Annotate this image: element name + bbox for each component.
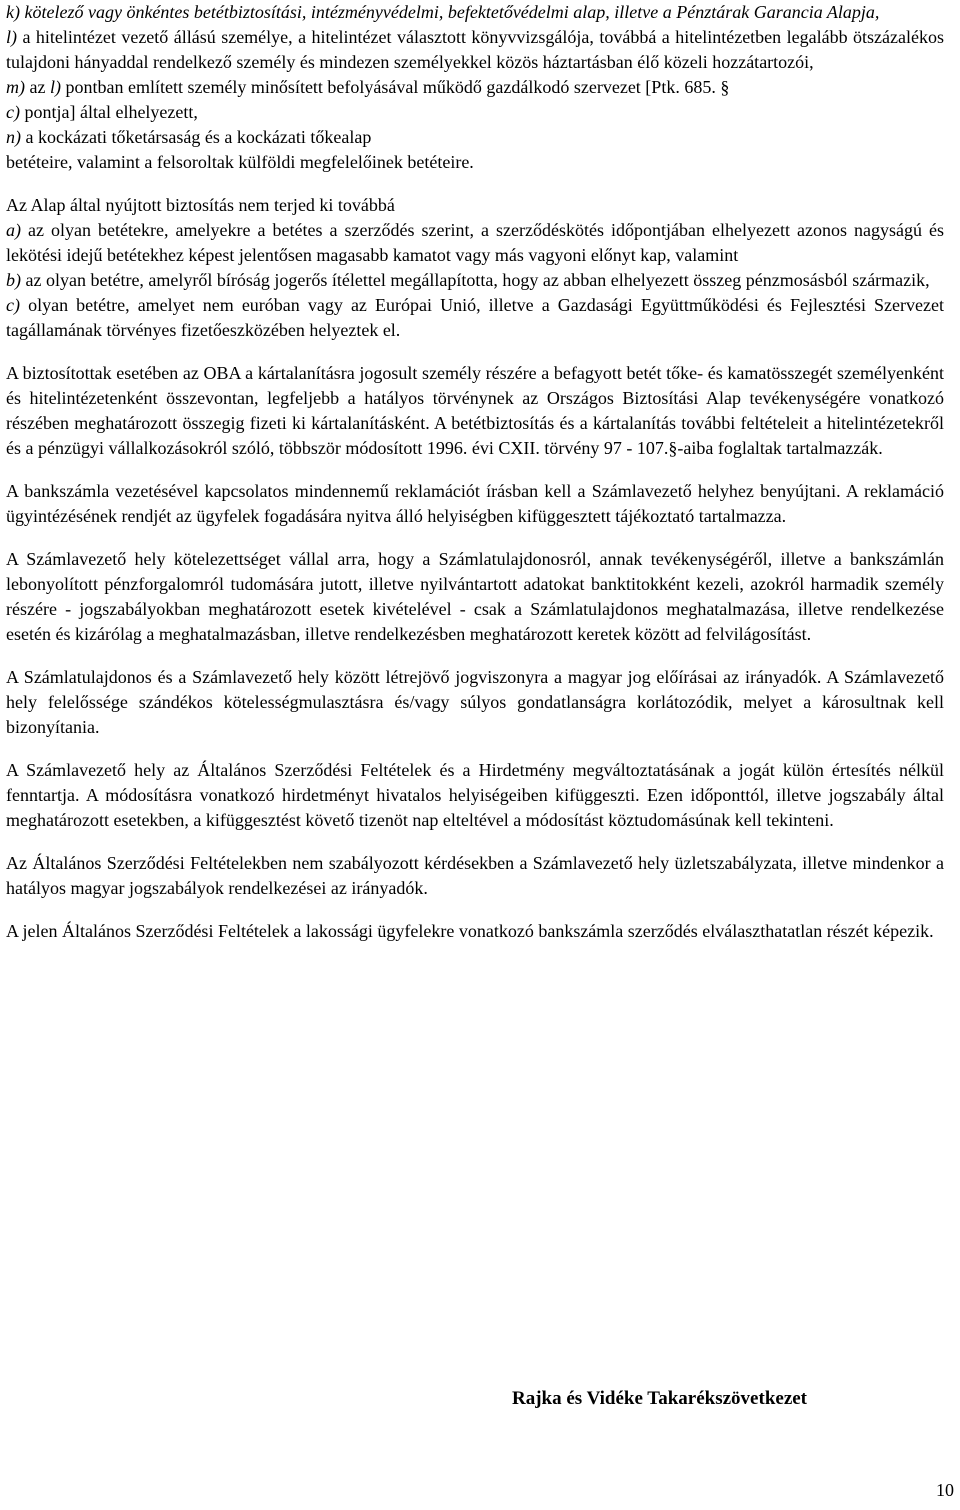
paragraph-compensation-text: A biztosítottak esetében az OBA a kártalanításra jogosult személy részére a befagyott betét tőke- és kamatösszegét személyenként és hitelintézetenként összevontan, legfeljebb a hatályos törvénynek az Országos Biztosítási Alap tevékenységére vonatkozó részében meghatározott összegig fizeti ki kártalanításként. A betétbiztosítás és a kártalanítás további feltételeit a hitelintézetekről és a pénzügyi vállalkozásokról szóló, többször módosított 1996. évi CXII. törvény 97 - 107. <box>6 363 944 458</box>
section-sign: § <box>720 77 730 97</box>
document-page <box>6 0 944 944</box>
list-label-n: n) <box>6 127 21 147</box>
list-text-m-3: pontja] által elhelyezett, <box>24 102 198 122</box>
list-label-k: k) <box>6 2 20 22</box>
list-text-l: a hitelintézet vezető állású személye, a hitelintézet választott könyvvizsgálója, továbbá a hitelintézetben legalább ötszázalékos tulajdoni hányaddal rendelkező személy és mindezen személyekkel közös háztartásban élő közeli hozzátartozói, <box>6 27 945 72</box>
exclusion-label-b: b) <box>6 270 21 290</box>
paragraph-complaints: A bankszámla vezetésével kapcsolatos mindennemű reklamációt írásban kell a Számlavezető helyhez benyújtani. A reklamáció ügyintézésének rendjét az ügyfelek fogadására nyitva álló helyiségben kifüggesztett tájékoztató tartalmazza. <box>6 481 944 526</box>
paragraph-integral-part: A jelen Általános Szerződési Feltételek a lakossági ügyfelekre vonatkozó bankszámla szerződés elválaszthatatlan részét képezik. <box>6 921 934 941</box>
list-item-l <box>6 25 944 75</box>
exclusion-b <box>6 268 944 293</box>
exclusion-c <box>6 293 944 343</box>
list-text-n: a kockázati tőketársaság és a kockázati tőkealap <box>25 127 372 147</box>
paragraph-governing-law: A Számlatulajdonos és a Számlavezető hely között létrejövő jogviszonyra a magyar jog előírásai az irányadók. A Számlavezető hely felelőssége szándékos kötelességmulasztásra és/vagy súlyos gondatlanságra korlátozódik, melyet a károsultnak kell bizonyítania. <box>6 667 944 737</box>
list-text-k: kötelező vagy önkéntes betétbiztosítási, intézményvédelmi, befektetővédelmi alap, illetve a Pénztárak Garancia Alapja, <box>24 2 880 22</box>
paragraph-compensation <box>6 361 944 461</box>
list-text-m-1: az <box>29 77 46 97</box>
paragraph-bank-secrecy: A Számlavezető hely kötelezettséget vállal arra, hogy a Számlatulajdonosról, annak tevékenységéről, illetve a bankszámlán lebonyolított pénzforgalomról tudomására jutott, illetve nyilvántartott adatokat banktitokként kezeli, azokról harmadik személy részére - jogszabályokban meghatározott esetek kivételével - csak a Számlatulajdonos meghatalmazása, illetve rendelkezése esetén és kizárólag a meghatalmazásban, illetve rendelkezésben meghatározott keretek között ad felvilágosítást. <box>6 549 944 644</box>
list-item-k <box>6 0 944 25</box>
exclusion-text-b: az olyan betétre, amelyről bíróság jogerős ítélettel megállapította, hogy az abban elhelyezett összeg pénzmosásból származik, <box>25 270 930 290</box>
list-item-n <box>6 125 944 150</box>
paragraph-business-rules: Az Általános Szerződési Feltételekben nem szabályozott kérdésekben a Számlavezető hely üzletszabályzata, illetve mindenkor a hatályos magyar jogszabályok rendelkezései az irányadók. <box>6 853 944 898</box>
list-item-m <box>6 75 944 125</box>
exclusions-intro: Az Alap által nyújtott biztosítás nem terjed ki továbbá <box>6 195 395 215</box>
exclusion-a <box>6 218 944 268</box>
exclusion-text-c: olyan betétre, amelyet nem euróban vagy az Európai Unió, illetve a Gazdasági Együttműködési és Fejlesztési Szervezet tagállamának törvényes fizetőeszközében helyeztek el. <box>6 295 944 340</box>
section-sign: § <box>668 438 678 458</box>
exclusion-label-c: c) <box>6 295 20 315</box>
signature-organization: Rajka és Vidéke Takarékszövetkezet <box>512 1388 808 1409</box>
exclusion-text-a: az olyan betétekre, amelyekre a betétes a szerződés szerint, a szerződéskötés időpontjában elhelyezett azonos nagyságú és lekötési idejű betétekhez képest jelentősen magasabb kamatot vagy más vagyoni előnyt kap, valamint <box>6 220 945 265</box>
exclusion-label-a: a) <box>6 220 21 240</box>
paragraph-compensation-tail: -aiba foglaltak tartalmazzák. <box>677 438 883 458</box>
list-closing-line: betéteire, valamint a felsoroltak külföldi megfelelőinek betéteire. <box>6 152 474 172</box>
list-label-l: l) <box>6 27 17 47</box>
list-ref-c: c) <box>6 102 20 122</box>
list-text-m-2: pontban említett személy minősített befolyásával működő gazdálkodó szervezet [Ptk. 685. <box>65 77 716 97</box>
page-number: 10 <box>936 1480 954 1500</box>
list-label-m: m) <box>6 77 25 97</box>
list-ref-l: l) <box>49 77 61 97</box>
paragraph-amendments: A Számlavezető hely az Általános Szerződési Feltételek és a Hirdetmény megváltoztatásának a jogát külön értesítés nélkül fenntartja. A módosításra vonatkozó hirdetményt hivatalos helyiségeiben kifüggeszti. Ezen időponttól, illetve jogszabály által meghatározott esetekben, a kifüggesztést követő tizenöt nap elteltével a módosítást köztudomásúnak kell tekinteni. <box>6 760 944 830</box>
